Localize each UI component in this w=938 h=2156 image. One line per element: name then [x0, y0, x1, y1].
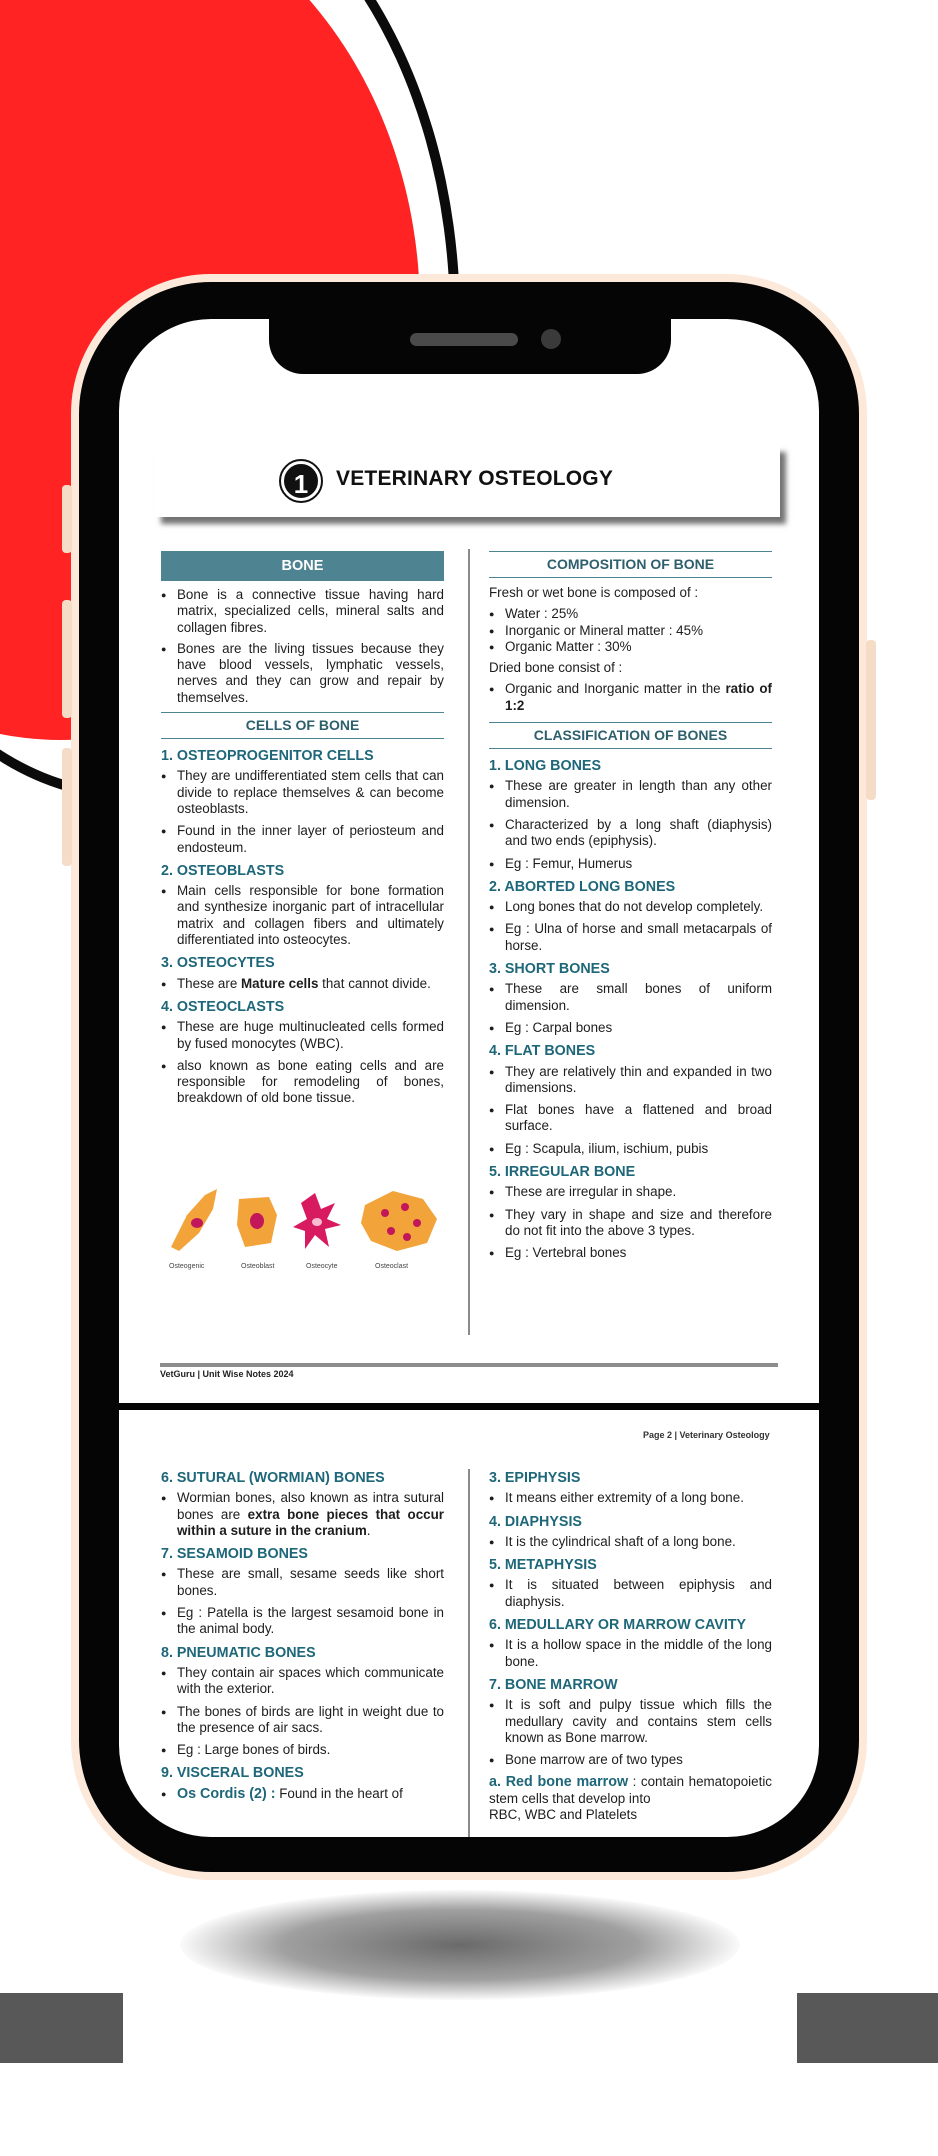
list-item: ● Bone marrow are of two types	[489, 1752, 772, 1768]
list-item: ● Flat bones have a flattened and broad surface.	[489, 1102, 772, 1135]
phone-mute-switch	[62, 485, 72, 553]
pneumatic-bones-title: 8. PNEUMATIC BONES	[161, 1644, 316, 1661]
list-item: ● These are greater in length than any other dimension.	[489, 778, 772, 811]
metaphysis-title: 5. METAPHYSIS	[489, 1557, 597, 1574]
list-item: ● Bones are the living tissues because they have blood vessels, lymphatic vessels, nerves and they can grow and repair by themselves.	[161, 641, 444, 706]
list-item: ● also known as bone eating cells and are responsible for remodeling of bones, breakdown of old bone tissue.	[161, 1058, 444, 1107]
list-item: ● Os Cordis (2) : Found in the heart of	[161, 1786, 444, 1802]
red-bone-marrow-cut-line: RBC, WBC and Platelets	[489, 1807, 638, 1823]
list-item: ● Eg : Ulna of horse and small metacarpals of horse.	[489, 921, 772, 954]
osteoblasts-title: 2. OSTEOBLASTS	[161, 862, 285, 879]
column-divider	[468, 1469, 470, 1837]
osteoclasts-title: 4. OSTEOCLASTS	[161, 998, 285, 1015]
chapter-number-badge: 1	[281, 461, 321, 501]
long-bones-title: 1. LONG BONES	[489, 758, 602, 775]
grey-block-left	[0, 1993, 123, 2063]
flat-bones-title: 4. FLAT BONES	[489, 1043, 596, 1060]
list-item: ● Eg : Scapula, ilium, ischium, pubis	[489, 1141, 772, 1157]
irregular-bone-title: 5. IRREGULAR BONE	[489, 1164, 636, 1181]
cell-label: Osteogenic	[169, 1263, 205, 1270]
phone-volume-up	[62, 600, 72, 718]
diaphysis-title: 4. DIAPHYSIS	[489, 1513, 582, 1530]
medullary-cavity-title: 6. MEDULLARY OR MARROW CAVITY	[489, 1617, 747, 1634]
list-item: ● They are relatively thin and expanded in two dimensions.	[489, 1064, 772, 1097]
short-bones-title: 3. SHORT BONES	[489, 961, 610, 978]
phone-power-button	[866, 640, 876, 800]
osteocytes-title: 3. OSTEOCYTES	[161, 955, 275, 972]
list-item: ● Eg : Patella is the largest sesamoid bone in the animal body.	[161, 1605, 444, 1638]
list-item: ● Eg : Vertebral bones	[489, 1245, 772, 1261]
list-item: ● Eg : Femur, Humerus	[489, 856, 772, 872]
page2-left-column	[161, 1470, 444, 1802]
list-item: ● It is a hollow space in the middle of the long bone.	[489, 1637, 772, 1670]
list-item: ● These are small, sesame seeds like short bones.	[161, 1566, 444, 1599]
list-item: ● Characterized by a long shaft (diaphysis) and two ends (epiphysis).	[489, 817, 772, 850]
grey-block-right	[797, 1993, 938, 2063]
chapter-title: VETERINARY OSTEOLOGY	[336, 467, 614, 490]
page2-header: Page 2 | Veterinary Osteology	[643, 1430, 770, 1440]
list-item: ● Inorganic or Mineral matter : 45%	[489, 623, 772, 639]
column-divider	[468, 549, 470, 1335]
bone-cells-drawing	[165, 1185, 445, 1265]
list-item: ● It is soft and pulpy tissue which fills the medullary cavity and contains stem cells known as Bone marrow.	[489, 1697, 772, 1746]
visceral-bones-title: 9. VISCERAL BONES	[161, 1765, 304, 1782]
page1-footer-rule	[160, 1363, 778, 1367]
list-item: ● These are Mature cells that cannot divide.	[161, 976, 444, 992]
cell-label: Osteocyte	[306, 1263, 338, 1270]
phone-shadow	[180, 1890, 740, 2000]
speaker-grille	[410, 333, 518, 346]
phone-notch	[269, 319, 671, 374]
phone-screen[interactable]	[119, 319, 819, 1837]
list-item: ● These are small bones of uniform dimension.	[489, 981, 772, 1014]
list-item: ● These are huge multinucleated cells formed by fused monocytes (WBC).	[161, 1019, 444, 1052]
list-item: ● Wormian bones, also known as intra sutural bones are extra bone pieces that occur within a suture in the cranium.	[161, 1490, 444, 1539]
sesamoid-bones-title: 7. SESAMOID BONES	[161, 1546, 308, 1563]
list-item: ● Water : 25%	[489, 606, 772, 622]
list-item: ● Bone is a connective tissue having hard matrix, specialized cells, mineral salts and collagen fibres.	[161, 587, 444, 636]
cell-label: Osteoblast	[241, 1263, 275, 1270]
bone-marrow-title: 7. BONE MARROW	[489, 1676, 618, 1693]
list-item: ● It means either extremity of a long bone.	[489, 1490, 772, 1506]
page2-right-column	[489, 1470, 772, 1823]
list-item: ● They vary in shape and size and therefore do not fit into the above 3 types.	[489, 1207, 772, 1240]
dried-intro: Dried bone consist of :	[489, 660, 623, 676]
cells-of-bone-heading: CELLS OF BONE	[161, 712, 444, 739]
list-item: ● Found in the inner layer of periosteum and endosteum.	[161, 823, 444, 856]
list-item: ● Long bones that do not develop completely.	[489, 899, 772, 915]
cell-label: Osteoclast	[375, 1263, 409, 1270]
front-camera	[541, 329, 561, 349]
page1-footer: VetGuru | Unit Wise Notes 2024	[160, 1369, 294, 1379]
red-bone-marrow-text: a. Red bone marrow : contain hematopoietic stem cells that develop into	[489, 1774, 772, 1806]
bone-heading: BONE	[161, 551, 444, 581]
list-item: ● Eg : Carpal bones	[489, 1020, 772, 1036]
page1-right-column	[489, 551, 772, 1262]
classification-heading: CLASSIFICATION OF BONES	[489, 722, 772, 749]
aborted-long-bones-title: 2. ABORTED LONG BONES	[489, 878, 676, 895]
list-item: ● Organic and Inorganic matter in the ratio of 1:2	[489, 681, 772, 714]
phone-volume-down	[62, 748, 72, 866]
osteoprogenitor-title: 1. OSTEOPROGENITOR CELLS	[161, 748, 374, 765]
epiphysis-title: 3. EPIPHYSIS	[489, 1470, 581, 1486]
sutural-bones-title: 6. SUTURAL (WORMIAN) BONES	[161, 1470, 385, 1486]
list-item: ● The bones of birds are light in weight due to the presence of air sacs.	[161, 1704, 444, 1737]
list-item: ● They are undifferentiated stem cells that can divide to replace themselves & can become osteoblasts.	[161, 768, 444, 817]
chapter-title-box	[155, 445, 780, 517]
page-separator	[119, 1403, 819, 1410]
composition-heading: COMPOSITION OF BONE	[489, 551, 772, 578]
list-item: ● Organic Matter : 30%	[489, 639, 772, 655]
list-item: ● It is situated between epiphysis and diaphysis.	[489, 1577, 772, 1610]
list-item: ● It is the cylindrical shaft of a long bone.	[489, 1534, 772, 1550]
list-item: ● Eg : Large bones of birds.	[161, 1742, 444, 1758]
bone-cells-illustration	[165, 1185, 445, 1275]
page1-left-column	[161, 551, 444, 1107]
list-item: ● They contain air spaces which communicate with the exterior.	[161, 1665, 444, 1698]
composition-intro: Fresh or wet bone is composed of :	[489, 585, 699, 600]
list-item: ● These are irregular in shape.	[489, 1184, 772, 1200]
list-item: ● Main cells responsible for bone formation and synthesize inorganic part of intracellular matrix and collagen fibers and ultimately differentiated into osteocytes.	[161, 883, 444, 948]
